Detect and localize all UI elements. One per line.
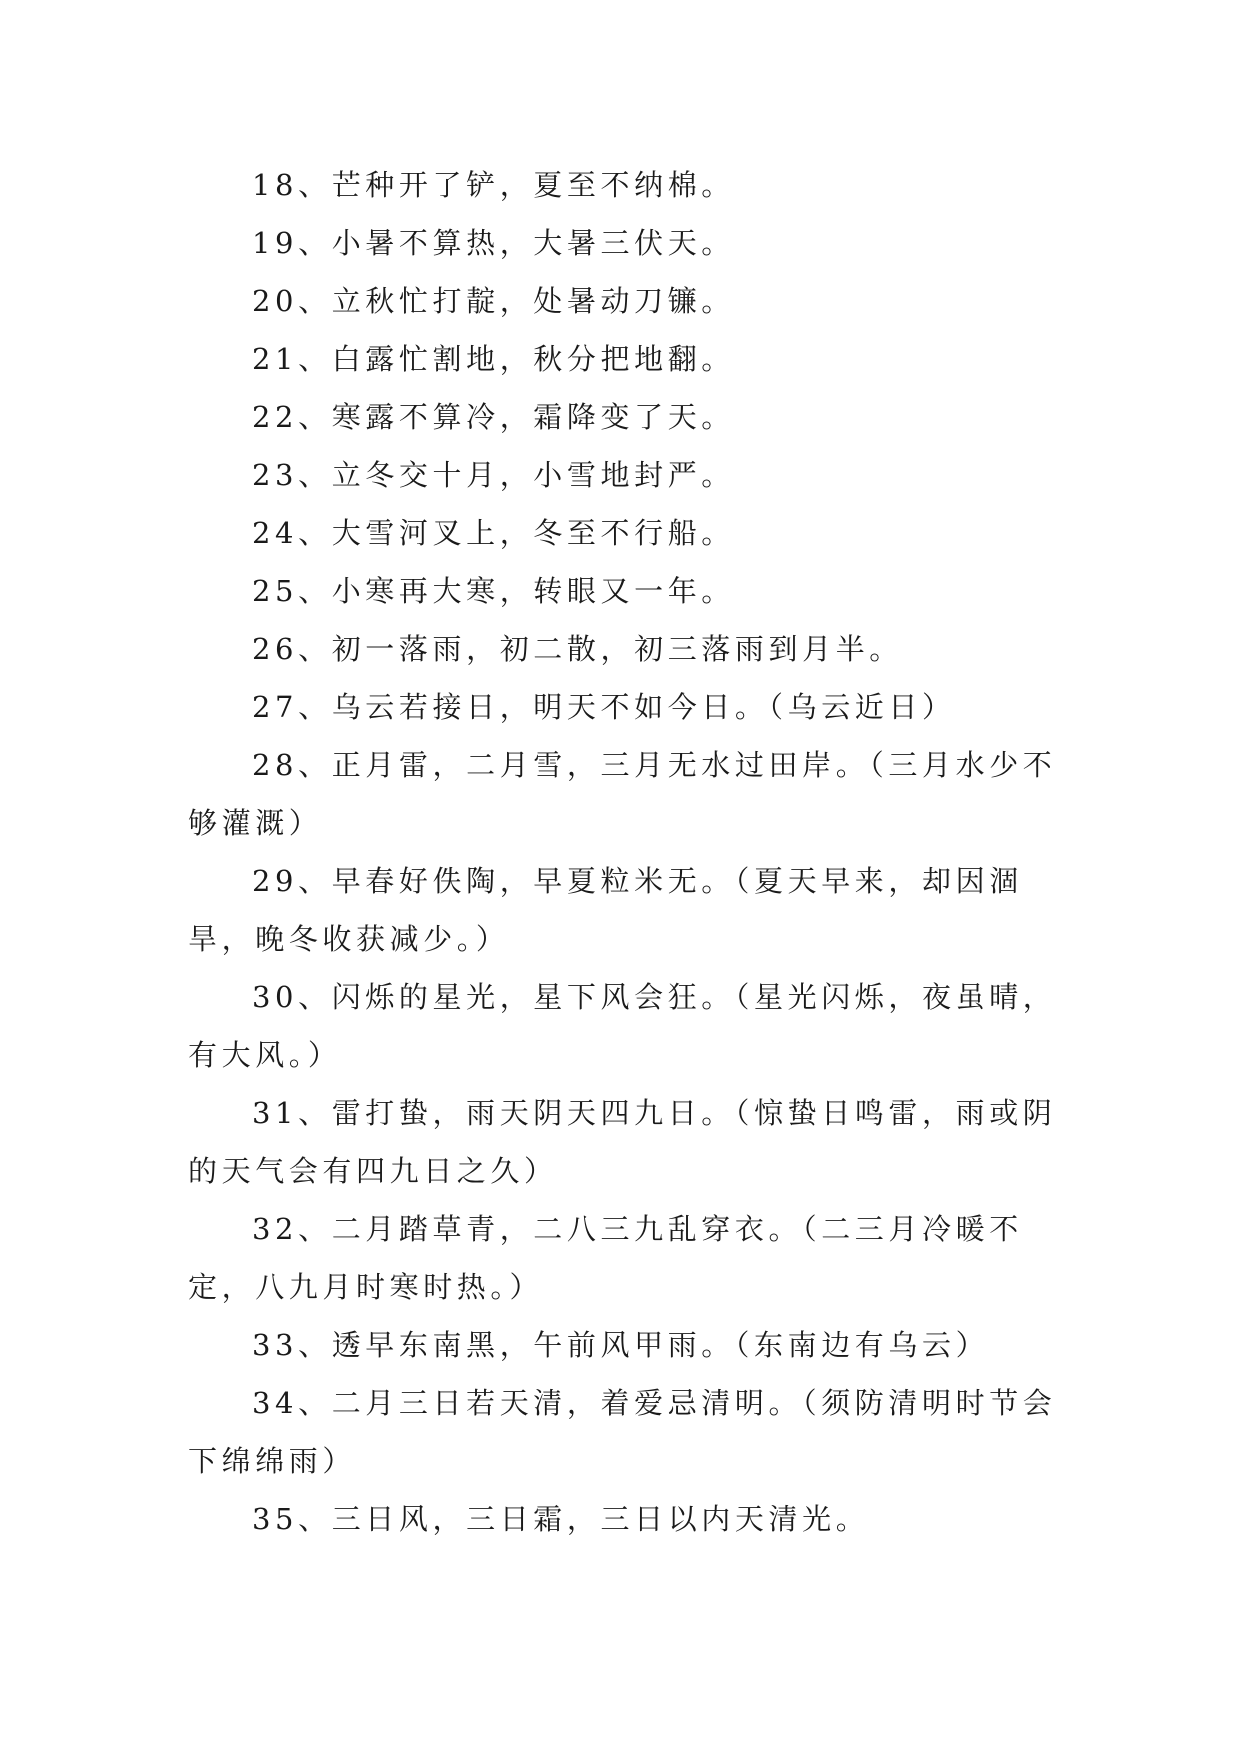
- paragraph-32: 32、二月踏草青，二八三九乱穿衣。（二三月冷暖不定，八九月时寒时热。）: [188, 1212, 1023, 1304]
- paragraph-33: 33、透早东南黑，午前风甲雨。（东南边有乌云）: [252, 1328, 990, 1362]
- paragraph-20: 20、立秋忙打靛，处暑动刀镰。: [252, 284, 735, 318]
- paragraph-34: 34、二月三日若天清，着爱忌清明。（须防清明时节会下绵绵雨）: [188, 1386, 1057, 1478]
- paragraph-25: 25、小寒再大寒，转眼又一年。: [252, 574, 735, 608]
- paragraph-23: 23、立冬交十月，小雪地封严。: [252, 458, 735, 492]
- paragraph-27: 27、乌云若接日，明天不如今日。（乌云近日）: [252, 690, 956, 724]
- paragraph-24: 24、大雪河叉上，冬至不行船。: [252, 516, 735, 550]
- paragraph-30: 30、闪烁的星光，星下风会狂。（星光闪烁，夜虽晴，有大风。）: [188, 980, 1057, 1072]
- paragraph-31: 31、雷打蛰，雨天阴天四九日。（惊蛰日鸣雷，雨或阴的天气会有四九日之久）: [188, 1096, 1057, 1188]
- paragraph-35: 35、三日风，三日霜，三日以内天清光。: [252, 1502, 870, 1536]
- paragraph-21: 21、白露忙割地，秋分把地翻。: [252, 342, 735, 376]
- document-body: [188, 156, 1068, 1548]
- paragraph-19: 19、小暑不算热，大暑三伏天。: [252, 226, 735, 260]
- paragraph-29: 29、早春好佚陶，早夏粒米无。（夏天早来，却因涸旱，晚冬收获减少。）: [188, 864, 1023, 956]
- paragraph-28: 28、正月雷，二月雪，三月无水过田岸。（三月水少不够灌溉）: [188, 748, 1057, 840]
- paragraph-22: 22、寒露不算冷，霜降变了天。: [252, 400, 735, 434]
- paragraph-18: 18、芒种开了铲，夏至不纳棉。: [252, 168, 735, 202]
- paragraph-26: 26、初一落雨，初二散，初三落雨到月半。: [252, 632, 903, 666]
